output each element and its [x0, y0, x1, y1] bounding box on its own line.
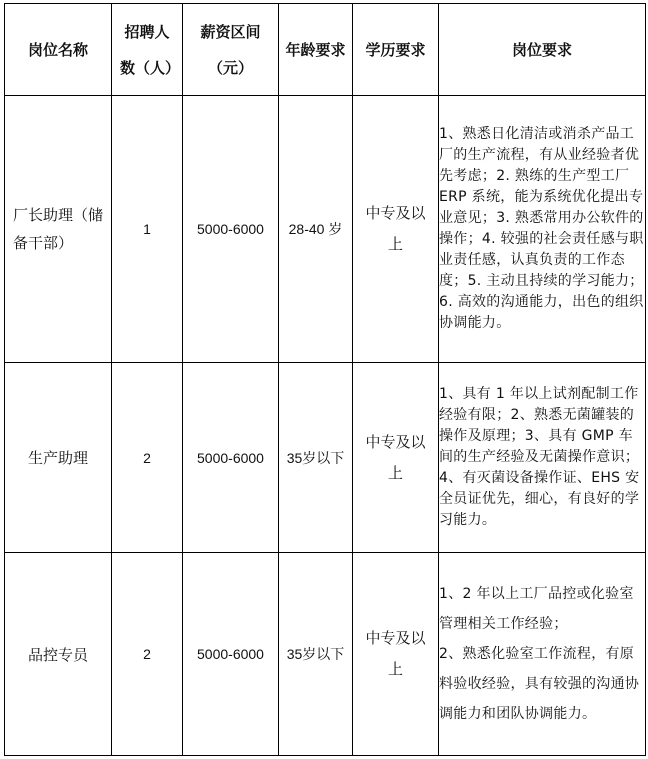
education-requirement: 中专及以上 [353, 96, 439, 363]
header-age: 年龄要求 [279, 4, 353, 96]
age-requirement: 28-40 岁 [279, 96, 353, 363]
age-requirement: 35岁以下 [279, 553, 353, 756]
headcount: 1 [112, 96, 183, 363]
table-row [5, 553, 646, 756]
job-requirements: 1、熟悉日化清洁或消杀产品工厂的生产流程，有从业经验者优先考虑；2. 熟练的生产型工厂 ERP 系统，能为系统优化提出专业意见；3. 熟悉常用办公软件的操作；4. 较强的社会责任感与职业责任感，认真负责的工作态度；5. 主动且持续的学习能力；6. 高效的沟通能力，出色的组织协调能力。 [439, 96, 646, 363]
table-row [5, 363, 646, 553]
position-name: 生产助理 [5, 363, 112, 553]
header-requirements: 岗位要求 [439, 4, 646, 96]
job-requirements [439, 553, 646, 756]
header-salary: 薪资区间（元） [183, 4, 279, 96]
header-row [5, 4, 646, 96]
header-position: 岗位名称 [5, 4, 112, 96]
salary-range: 5000-6000 [183, 553, 279, 756]
requirement-line: 1、2 年以上工厂品控或化验室管理相关工作经验； [439, 586, 634, 632]
position-name: 品控专员 [5, 553, 112, 756]
age-requirement: 35岁以下 [279, 363, 353, 553]
headcount: 2 [112, 363, 183, 553]
salary-range: 5000-6000 [183, 363, 279, 553]
header-education: 学历要求 [353, 4, 439, 96]
headcount: 2 [112, 553, 183, 756]
header-headcount: 招聘人数（人） [112, 4, 183, 96]
requirement-line: 2、熟悉化验室工作流程，有原料验收经验，具有较强的沟通协调能力和团队协调能力。 [439, 646, 640, 722]
table-row [5, 96, 646, 363]
job-table [4, 3, 646, 756]
education-requirement: 中专及以上 [353, 363, 439, 553]
job-requirements: 1、具有 1 年以上试剂配制工作经验有限；2、熟悉无菌罐装的操作及原理；3、具有 GMP 车间的生产经验及无菌操作意识；4、有灭菌设备操作证、EHS 安全员证优先，细心，有良好的学习能力。 [439, 363, 646, 553]
education-requirement: 中专及以上 [353, 553, 439, 756]
salary-range: 5000-6000 [183, 96, 279, 363]
position-name: 厂长助理（储备干部） [5, 96, 112, 363]
